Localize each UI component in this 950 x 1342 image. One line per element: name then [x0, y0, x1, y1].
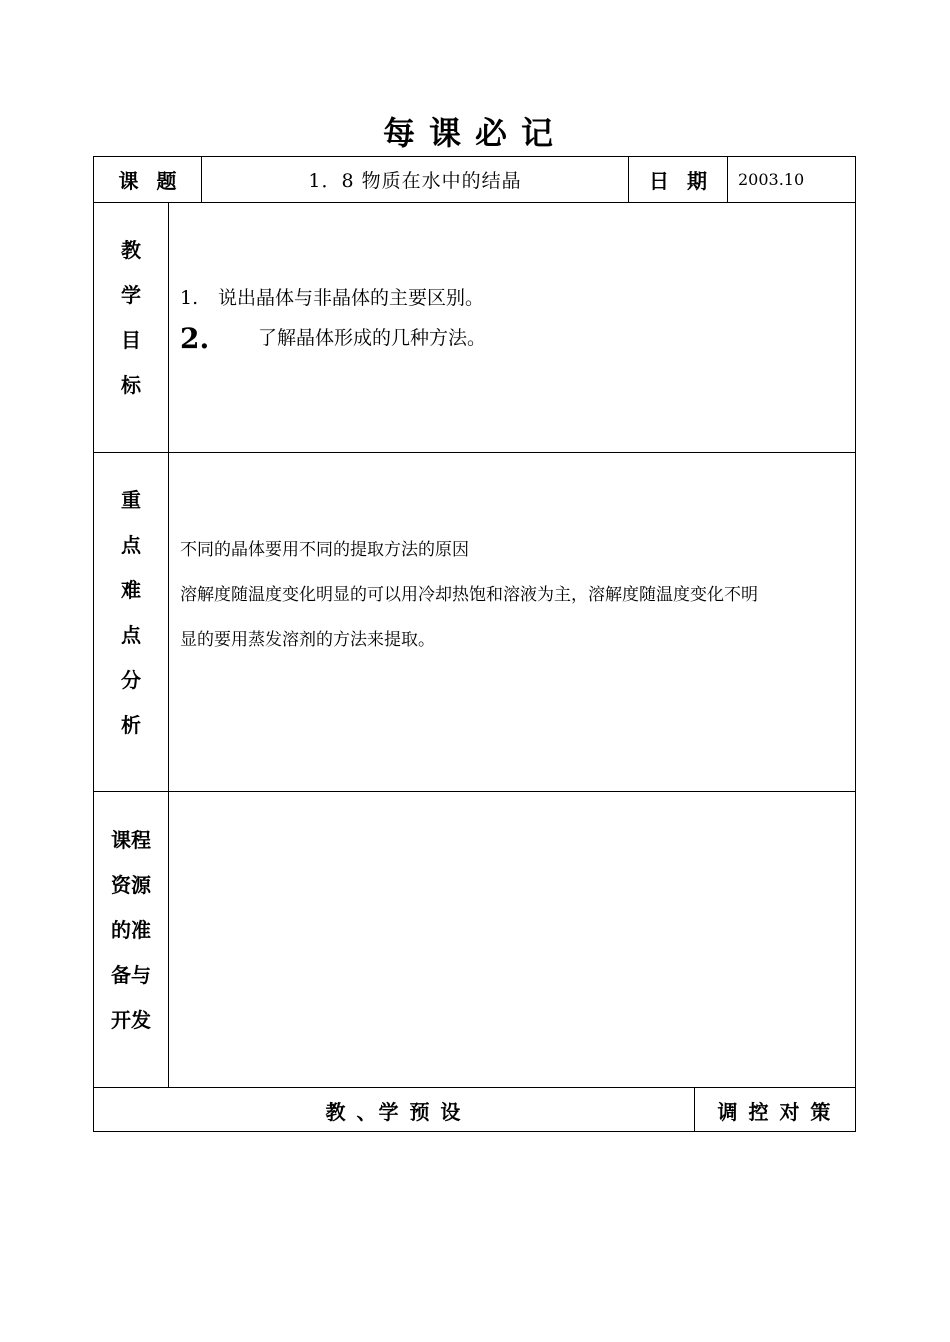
- date-value: 2003.10: [738, 170, 805, 189]
- label-char: 学: [121, 283, 141, 307]
- topic-value: 1．8 物质在水中的结晶: [308, 170, 522, 192]
- label-char: 重: [121, 488, 141, 512]
- objective-number: 1.: [180, 287, 199, 309]
- label-char: 点: [121, 623, 141, 647]
- key-points-label: [94, 478, 168, 748]
- objective-item: [180, 283, 484, 310]
- label-line: 备与: [111, 963, 151, 987]
- label-char: 析: [121, 713, 141, 737]
- label-char: 标: [121, 373, 141, 397]
- objective-text: 说出晶体与非晶体的主要区别。: [218, 287, 485, 309]
- objective-text: 了解晶体形成的几种方法。: [258, 327, 487, 349]
- label-char: 目: [121, 328, 141, 352]
- resources-content: [169, 792, 855, 1087]
- label-char: 教: [121, 238, 141, 262]
- label-char: 分: [121, 668, 141, 692]
- label-char: 难: [121, 578, 141, 602]
- adjustment-label: 调 控 对 策: [717, 1099, 833, 1124]
- row-divider: [93, 202, 856, 203]
- objectives-label: [94, 228, 168, 408]
- page-title: 每课必记: [382, 114, 567, 152]
- key-point-line: 溶解度随温度变化明显的可以用冷却热饱和溶液为主，溶解度随温度变化不明: [180, 585, 758, 605]
- label-line: 课程: [111, 828, 151, 852]
- row-divider: [93, 452, 856, 453]
- resources-label: [94, 818, 168, 1043]
- teaching-plan-label: 教 、学 预 设: [325, 1099, 463, 1124]
- key-point-line: 显的要用蒸发溶剂的方法来提取。: [180, 630, 435, 650]
- key-point-line: 不同的晶体要用不同的提取方法的原因: [180, 540, 469, 560]
- label-char: 点: [121, 533, 141, 557]
- topic-label: 课题: [118, 169, 195, 193]
- label-line: 开发: [111, 1008, 151, 1032]
- objective-number: 2.: [180, 322, 210, 355]
- label-line: 的准: [111, 918, 151, 942]
- label-line: 资源: [111, 873, 151, 897]
- objective-item: [180, 322, 486, 355]
- date-label: 日期: [649, 169, 725, 193]
